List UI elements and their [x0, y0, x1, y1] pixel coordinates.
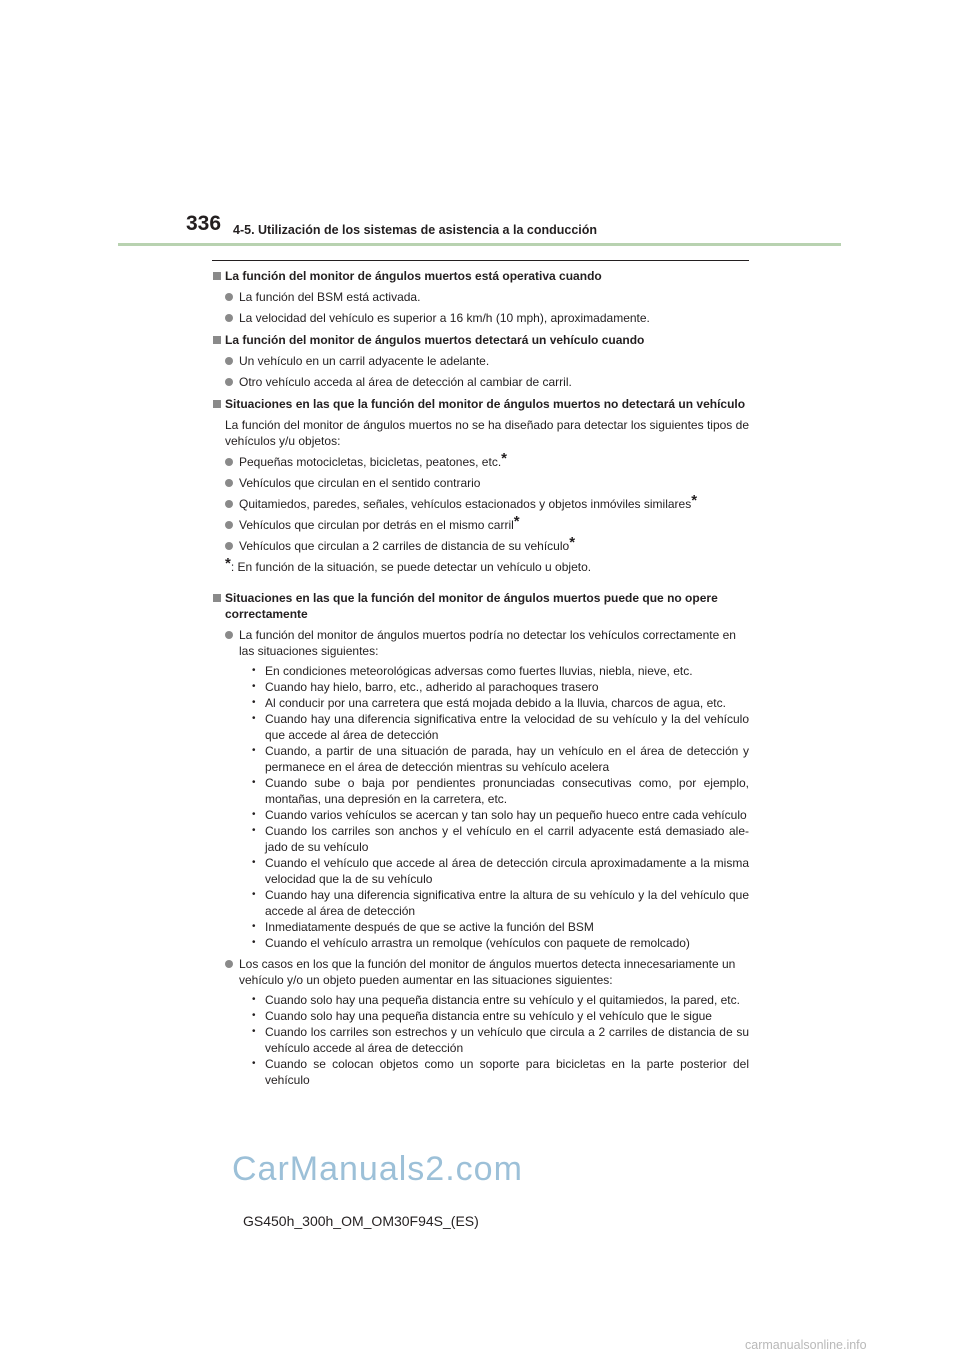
bullet-item — [212, 513, 749, 533]
bullet-item: La velocidad del vehículo es superior a 16 km/h (10 mph), aproximadamente. — [212, 310, 749, 326]
section-heading: Situaciones en las que la función del monitor de ángulos muertos puede que no opere correctamente — [212, 590, 749, 622]
footnote-marker: * — [513, 513, 520, 530]
sub-item: • Cuando el vehículo que accede al área de detección circula aproximadamente a la misma velocidad que la de su vehículo — [252, 855, 749, 887]
sub-item: • Cuando se colocan objetos como un soporte para bicicletas en la parte posterior del vehículo — [252, 1056, 749, 1088]
bullet-item: Un vehículo en un carril adyacente le adelante. — [212, 353, 749, 369]
sub-item: • Cuando el vehículo arrastra un remolque (vehículos con paquete de remolcado) — [252, 935, 749, 951]
source-link[interactable]: carmanualsonline.info — [745, 1338, 867, 1352]
page-content — [212, 268, 749, 1088]
sub-item: • Cuando, a partir de una situación de parada, hay un vehículo en el área de detección y permanece en el área de detección mientras su vehículo acelera — [252, 743, 749, 775]
footnote-marker: * — [691, 492, 698, 509]
bullet-item — [212, 450, 749, 470]
sub-list — [212, 992, 749, 1088]
sub-item: • Cuando hay una diferencia significativa entre la velocidad de su vehículo y la del vehículo que accede al área de detección — [252, 711, 749, 743]
footnote-marker: * — [569, 534, 576, 551]
sub-item: • Cuando solo hay una pequeña distancia entre su vehículo y el quitamiedos, la pared, etc. — [252, 992, 749, 1008]
header-divider — [118, 243, 841, 246]
footnote — [212, 555, 749, 575]
watermark: CarManuals2.com — [232, 1150, 523, 1188]
footnote-marker: * — [225, 555, 231, 572]
sub-item: • Cuando los carriles son anchos y el vehículo en el carril adyacente está demasiado alejado de su vehículo — [252, 823, 749, 855]
bullet-item: La función del monitor de ángulos muertos podría no detectar los vehículos correctamente en las situaciones siguientes: — [212, 627, 749, 659]
bullet-item — [212, 534, 749, 554]
section-heading: La función del monitor de ángulos muertos está operativa cuando — [212, 268, 749, 284]
sub-item: • Cuando los carriles son estrechos y un vehículo que circula a 2 carriles de distancia de su vehículo accede al área de detección — [252, 1024, 749, 1056]
paragraph: La función del monitor de ángulos muertos no se ha diseñado para detectar los siguientes tipos de vehículos y/u objetos: — [225, 418, 749, 448]
sub-item: • Cuando hay hielo, barro, etc., adherido al parachoques trasero — [252, 679, 749, 695]
bullet-item: Otro vehículo acceda al área de detección al cambiar de carril. — [212, 374, 749, 390]
section-heading: Situaciones en las que la función del monitor de ángulos muertos no detectará un vehículo — [212, 396, 749, 412]
section-title: 4-5. Utilización de los sistemas de asistencia a la conducción — [233, 223, 598, 237]
bullet-item: Los casos en los que la función del monitor de ángulos muertos detecta innecesariamente un vehículo y/o un objeto pueden aumentar en las situaciones siguientes: — [212, 956, 749, 988]
bullet-item: Vehículos que circulan en el sentido contrario — [212, 475, 749, 491]
document-code: GS450h_300h_OM_OM30F94S_(ES) — [243, 1213, 479, 1229]
sub-item: • Cuando sube o baja por pendientes pronunciadas consecutivas como, por ejemplo, montañas, una depresión en la carretera, etc. — [252, 775, 749, 807]
page-number: 336 — [186, 212, 222, 235]
bullet-text: Quitamiedos, paredes, señales, vehículos estacionados y objetos inmóviles similares — [239, 497, 692, 511]
bullet-text: Vehículos que circulan a 2 carriles de distancia de su vehículo — [239, 539, 570, 553]
sub-item: • En condiciones meteorológicas adversas como fuertes lluvias, niebla, nieve, etc. — [252, 663, 749, 679]
bullet-text: Pequeñas motocicletas, bicicletas, peatones, etc. — [239, 455, 502, 469]
sub-item: • Cuando solo hay una pequeña distancia entre su vehículo y el vehículo que le sigue — [252, 1008, 749, 1024]
footnote-text: : En función de la situación, se puede detectar un vehículo u objeto. — [230, 560, 592, 574]
bullet-item: La función del BSM está activada. — [212, 289, 749, 305]
sub-item: • Al conducir por una carretera que está mojada debido a la lluvia, charcos de agua, etc. — [252, 695, 749, 711]
sub-item: • Cuando hay una diferencia significativa entre la altura de su vehículo y la del vehículo que accede al área de detección — [252, 887, 749, 919]
footnote-marker: * — [501, 450, 507, 467]
content-divider — [212, 260, 749, 261]
section-heading: La función del monitor de ángulos muertos detectará un vehículo cuando — [212, 332, 749, 348]
bullet-item — [212, 492, 749, 512]
sub-list — [212, 663, 749, 951]
bullet-text: Vehículos que circulan por detrás en el mismo carril — [239, 518, 514, 532]
sub-item: • Inmediatamente después de que se active la función del BSM — [252, 919, 749, 935]
sub-item: • Cuando varios vehículos se acercan y tan solo hay un pequeño hueco entre cada vehículo — [252, 807, 749, 823]
